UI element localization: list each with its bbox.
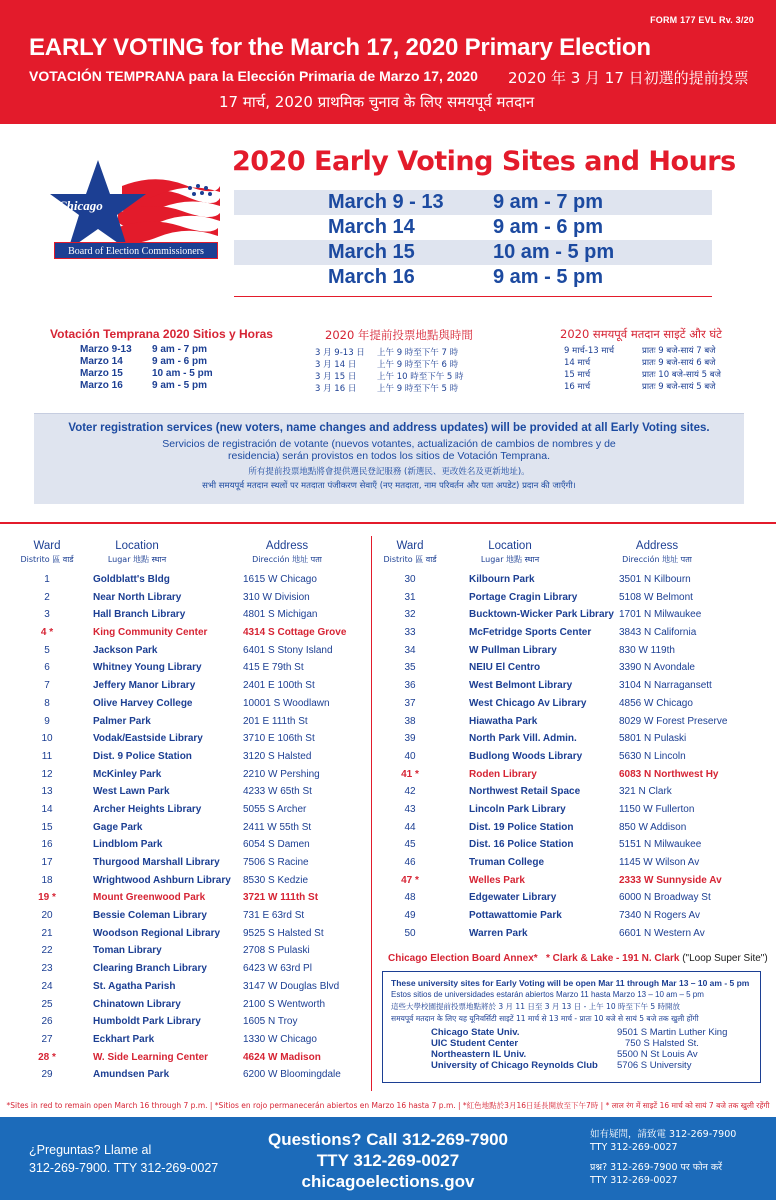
footer-phone: Questions? Call 312-269-7900 xyxy=(267,1130,508,1149)
site-address: 7340 N Rogers Av xyxy=(619,910,700,922)
site-location: McFetridge Sports Center xyxy=(469,627,592,639)
site-address: 5801 N Pulaski xyxy=(619,733,687,745)
site-location: St. Agatha Parish xyxy=(93,980,176,992)
table-row xyxy=(27,839,367,857)
table-row xyxy=(390,857,760,875)
table-row xyxy=(390,786,760,804)
site-address: 4233 W 65th St xyxy=(243,786,312,798)
table-row xyxy=(390,592,760,610)
table-row xyxy=(390,716,760,734)
footer-tty: TTY 312-269-0027 xyxy=(316,1151,460,1170)
site-location: Amundsen Park xyxy=(93,1069,170,1081)
site-address: 1150 W Fullerton xyxy=(619,803,695,815)
form-number: FORM 177 EVL Rv. 3/20 xyxy=(650,15,754,25)
table-row xyxy=(390,733,760,751)
schedule-table xyxy=(234,190,712,290)
table-row xyxy=(27,698,367,716)
ward-number: 26 xyxy=(41,1016,53,1028)
site-address: 8530 S Kedzie xyxy=(243,874,309,886)
header-banner xyxy=(0,0,776,124)
site-location: Wrightwood Ashburn Library xyxy=(93,874,231,886)
table-row xyxy=(27,857,367,875)
schedule-hours: 9 am - 5 pm xyxy=(493,266,604,288)
site-address: 1701 N Milwaukee xyxy=(619,609,702,621)
ward-number: 38 xyxy=(404,715,416,727)
schedule-divider xyxy=(234,296,712,297)
table-header xyxy=(20,540,367,570)
title-english: EARLY VOTING for the March 17, 2020 Primary Election xyxy=(29,34,651,61)
schedule-row xyxy=(234,265,712,290)
site-location: Dist. 19 Police Station xyxy=(469,821,574,833)
table-row xyxy=(27,662,367,680)
title-spanish: VOTACIÓN TEMPRANA para la Elección Primaria de Marzo 17, 2020 xyxy=(29,68,478,84)
hours-chinese xyxy=(315,327,473,394)
site-address: 2411 W 55th St xyxy=(243,821,312,833)
ward-number: 6 xyxy=(44,662,50,674)
registration-chinese: 所有提前投票地點將會提供選民登記服務 (新選民、更改姓名及更新地址)。 xyxy=(248,467,530,477)
hours-spanish-title: Votación Temprana 2020 Sitios y Horas xyxy=(50,327,273,341)
ward-number: 4 * xyxy=(40,627,54,639)
table-row xyxy=(390,627,760,645)
site-address: 2100 S Wentworth xyxy=(243,998,326,1010)
table-row xyxy=(27,892,367,910)
table-row xyxy=(27,875,367,893)
ward-number: 20 xyxy=(41,910,53,922)
site-location: Dist. 9 Police Station xyxy=(93,750,192,762)
university-english: These university sites for Early Voting will be open Mar 11 through Mar 13 – 10 am - 5 pm xyxy=(391,978,750,988)
table-row xyxy=(390,928,760,946)
site-address: 8029 W Forest Preserve xyxy=(619,715,728,727)
ward-number: 33 xyxy=(404,627,416,639)
site-address: 6054 S Damen xyxy=(243,839,310,851)
table-row xyxy=(27,645,367,663)
hours-spanish xyxy=(50,327,273,392)
ward-number: 49 xyxy=(404,910,416,922)
site-address: 850 W Addison xyxy=(619,821,687,833)
ward-number: 40 xyxy=(404,750,416,762)
ward-number: 43 xyxy=(404,803,416,815)
university-chinese: 這些大學校園提前投票地點將於 3 月 11 日至 3 月 13 日 - 上午 10 時至下午 5 時開放 xyxy=(391,1002,681,1011)
ward-number: 9 xyxy=(44,715,50,727)
site-address: 5151 N Milwaukee xyxy=(619,839,702,851)
site-location: Woodson Regional Library xyxy=(93,927,221,939)
ward-number: 22 xyxy=(41,945,53,957)
ward-number: 29 xyxy=(41,1069,53,1081)
site-address: 6401 S Stony Island xyxy=(243,644,333,656)
logo-board-label: Board of Election Commissioners xyxy=(54,242,218,259)
site-location: W Pullman Library xyxy=(469,644,557,656)
footer-website-link[interactable]: chicagoelections.gov xyxy=(301,1172,475,1191)
schedule-hours: 9 am - 7 pm xyxy=(493,191,604,213)
ward-number: 25 xyxy=(41,998,53,1010)
hours-spanish-row: Marzo 15 10 am - 5 pm xyxy=(80,368,213,379)
ward-table-right xyxy=(383,540,760,945)
university-sites-box xyxy=(382,971,761,1083)
ward-number: 48 xyxy=(404,892,416,904)
site-location: Truman College xyxy=(469,857,545,868)
ward-header: Ward Distrito 區 वार्ड xyxy=(20,540,74,564)
column-divider xyxy=(371,536,372,1091)
site-address: 3843 N California xyxy=(619,627,697,639)
site-location: Northwest Retail Space xyxy=(469,786,581,798)
university-spanish: Estos sitios de universidades estarán abiertos Marzo 11 hasta Marzo 13 – 10 am – 5 pm xyxy=(391,990,704,999)
ward-table-left xyxy=(20,540,367,1087)
site-location: West Lawn Park xyxy=(93,786,170,798)
ward-number: 47 * xyxy=(401,874,419,886)
site-address: 1605 N Troy xyxy=(243,1016,298,1028)
ward-number: 10 xyxy=(41,733,53,745)
site-address: 321 N Clark xyxy=(619,786,672,798)
ward-number: 5 xyxy=(44,644,50,656)
table-row xyxy=(27,804,367,822)
table-row xyxy=(27,999,367,1017)
address-header: Address Dirección 地址 पता xyxy=(252,540,322,564)
ward-number: 15 xyxy=(41,821,53,833)
ward-number: 11 xyxy=(41,750,53,762)
hours-chinese-title: 2020 年提前投票地點與時間 xyxy=(325,328,473,342)
site-location: Jeffery Manor Library xyxy=(93,680,196,692)
table-row xyxy=(390,609,760,627)
site-location: Hiawatha Park xyxy=(469,715,538,727)
red-sites-footnote: *Sites in red to remain open March 16 through 7 p.m. | *Sitios en rojo permanecerán abiertos en Marzo 16 hasta 7 p.m. | *紅色地點於3月16日延長開放至下午7時 | * लाल रंग में साइटें 16 मार्च को सायं 7 बजे तक खुली रहेंगी xyxy=(6,1101,770,1110)
site-location: Roden Library xyxy=(469,768,537,780)
table-row xyxy=(390,751,760,769)
hours-chinese-row: 3 月 14 日 上午 9 時至下午 6 時 xyxy=(315,360,459,370)
schedule-row xyxy=(234,215,712,240)
site-address: 415 E 79th St xyxy=(243,662,304,674)
site-address: 5055 S Archer xyxy=(243,803,307,815)
annex-label: Chicago Election Board Annex* xyxy=(388,953,538,964)
table-row xyxy=(27,822,367,840)
footer-spanish: ¿Preguntas? Llame al 312-269-7900. TTY 312-269-0027 xyxy=(29,1143,219,1175)
hours-chinese-row: 3 月 16 日 上午 9 時至下午 5 時 xyxy=(315,384,459,394)
table-row xyxy=(390,892,760,910)
table-row xyxy=(390,698,760,716)
ward-rows-left xyxy=(27,574,367,1087)
site-address: 3501 N Kilbourn xyxy=(619,574,691,585)
ward-number: 42 xyxy=(404,786,416,798)
site-location: Goldblatt's Bldg xyxy=(93,574,170,585)
site-location: Hall Branch Library xyxy=(93,609,186,621)
location-header: Location Lugar 地點 स्थान xyxy=(107,540,167,564)
ward-number: 37 xyxy=(404,697,416,709)
table-row xyxy=(390,769,760,787)
site-address: 10001 S Woodlawn xyxy=(243,697,330,709)
university-site-row: UIC Student Center 750 S Halsted St. xyxy=(431,1038,699,1049)
table-row xyxy=(27,910,367,928)
site-address: 830 W 119th xyxy=(619,644,675,656)
site-address: 9525 S Halsted St xyxy=(243,927,324,939)
site-location: Portage Cragin Library xyxy=(469,591,578,603)
schedule-title: 2020 Early Voting Sites and Hours xyxy=(232,146,736,177)
table-row xyxy=(27,1016,367,1034)
ward-number: 46 xyxy=(404,857,416,868)
table-row xyxy=(27,945,367,963)
site-location: Kilbourn Park xyxy=(469,574,535,585)
site-address: 5108 W Belmont xyxy=(619,591,693,603)
ward-number: 19 * xyxy=(38,892,56,904)
table-row xyxy=(27,928,367,946)
site-location: Pottawattomie Park xyxy=(469,910,562,922)
schedule-date: March 9 - 13 xyxy=(328,191,444,213)
ward-header: Ward Distrito 區 वार्ड xyxy=(383,540,437,564)
site-address: 5630 N Lincoln xyxy=(619,750,686,762)
title-hindi: 17 मार्च, 2020 प्राथमिक चुनाव के लिए समयपूर्व मतदान xyxy=(219,93,535,111)
table-row xyxy=(27,981,367,999)
site-address: 3710 E 106th St xyxy=(243,733,315,745)
ward-number: 14 xyxy=(41,803,53,815)
hours-spanish-row: Marzo 9-13 9 am - 7 pm xyxy=(80,344,208,355)
table-row xyxy=(27,733,367,751)
registration-hindi: सभी समयपूर्व मतदान स्थलों पर मतदाता पंजीकरण सेवाएँ (नए मतदाता, नाम परिवर्तन और पता अपडेट) प्रदान की जाएँगी। xyxy=(202,481,576,491)
ward-number: 45 xyxy=(404,839,416,851)
table-row xyxy=(27,609,367,627)
university-site-row: University of Chicago Reynolds Club 5706 S University xyxy=(431,1060,692,1071)
site-location: Welles Park xyxy=(469,874,525,886)
table-row xyxy=(27,627,367,645)
schedule-date: March 16 xyxy=(328,266,415,288)
ward-number: 35 xyxy=(404,662,416,674)
ward-rows-right xyxy=(390,574,760,945)
schedule-date: March 14 xyxy=(328,216,415,238)
hours-chinese-row: 3 月 9-13 日 上午 9 時至下午 7 時 xyxy=(315,348,459,358)
schedule-hours: 9 am - 6 pm xyxy=(493,216,604,238)
site-location: Lindblom Park xyxy=(93,839,163,851)
site-address: 2708 S Pulaski xyxy=(243,945,310,957)
annex-note: ("Loop Super Site") xyxy=(682,953,768,964)
site-location: Warren Park xyxy=(469,927,528,939)
hours-spanish-row: Marzo 14 9 am - 6 pm xyxy=(80,356,208,367)
hours-hindi-row: 14 मार्च प्रातः 9 बजे-सायं 6 बजे xyxy=(564,358,716,368)
hours-hindi-row: 9 मार्च-13 मार्च प्रातः 9 बजे-सायं 7 बजे xyxy=(564,346,716,356)
site-address: 201 E 111th St xyxy=(243,715,308,727)
schedule-date: March 15 xyxy=(328,241,415,263)
registration-spanish: Servicios de registración de votante (nuevos votantes, actualización de cambios de nombres y de residencia) serán provistos en todos los sitios de Votación Temprana. xyxy=(162,438,616,462)
logo-city-label: Chicago xyxy=(58,198,103,213)
hours-chinese-row: 3 月 15 日 上午 10 時至下午 5 時 xyxy=(315,372,464,382)
footer-banner xyxy=(0,1117,776,1200)
table-row xyxy=(27,1052,367,1070)
site-location: Eckhart Park xyxy=(93,1033,155,1045)
site-location: Dist. 16 Police Station xyxy=(469,839,574,851)
table-row xyxy=(390,662,760,680)
site-address: 1615 W Chicago xyxy=(243,574,317,585)
ward-number: 3 xyxy=(44,609,50,621)
ward-number: 21 xyxy=(41,927,53,939)
location-header: Location Lugar 地點 स्थान xyxy=(480,540,540,564)
ward-number: 28 * xyxy=(38,1051,56,1063)
ward-number: 27 xyxy=(41,1033,53,1045)
site-address: 2210 W Pershing xyxy=(243,768,320,780)
ward-number: 1 xyxy=(44,574,50,585)
ward-number: 12 xyxy=(41,768,53,780)
address-header: Address Dirección 地址 पता xyxy=(622,540,692,564)
schedule-row xyxy=(234,190,712,215)
table-header xyxy=(383,540,760,570)
site-address: 1330 W Chicago xyxy=(243,1033,317,1045)
site-address: 6200 W Bloomingdale xyxy=(243,1069,341,1081)
election-board-annex xyxy=(388,953,768,964)
site-location: Bucktown-Wicker Park Library xyxy=(469,609,614,621)
site-location: Palmer Park xyxy=(93,715,151,727)
table-row xyxy=(27,716,367,734)
site-location: Olive Harvey College xyxy=(93,697,193,709)
ward-number: 13 xyxy=(41,786,53,798)
table-row xyxy=(27,786,367,804)
ward-number: 7 xyxy=(44,680,50,692)
university-hindi: समयपूर्व मतदान के लिए यह यूनिवर्सिटी साइटें 11 मार्च से 13 मार्च - प्रातः 10 बजे से सायं 5 बजे तक खुली होंगी xyxy=(391,1014,699,1023)
table-row xyxy=(27,751,367,769)
site-location: Clearing Branch Library xyxy=(93,963,207,975)
site-address: 6601 N Western Av xyxy=(619,927,705,939)
ward-number: 44 xyxy=(404,821,416,833)
table-row xyxy=(27,1034,367,1052)
hours-spanish-row: Marzo 16 9 am - 5 pm xyxy=(80,380,208,391)
site-location: West Chicago Av Library xyxy=(469,697,587,709)
site-location: Budlong Woods Library xyxy=(469,750,583,762)
title-chinese: 2020 年 3 月 17 日初選的提前投票 xyxy=(508,69,749,87)
table-row xyxy=(27,680,367,698)
site-address: 4314 S Cottage Grove xyxy=(243,627,347,639)
table-row xyxy=(27,592,367,610)
site-address: 731 E 63rd St xyxy=(243,910,305,922)
site-location: Edgewater Library xyxy=(469,892,557,904)
site-location: McKinley Park xyxy=(93,768,162,780)
schedule-row xyxy=(234,240,712,265)
table-row xyxy=(390,910,760,928)
site-address: 6083 N Northwest Hy xyxy=(619,768,719,780)
site-address: 310 W Division xyxy=(243,591,310,603)
ward-number: 2 xyxy=(44,591,50,603)
site-location: Lincoln Park Library xyxy=(469,803,566,815)
site-address: 1145 W Wilson Av xyxy=(619,857,700,868)
university-site-row: Chicago State Univ. 9501 S Martin Luther King xyxy=(431,1027,728,1038)
site-address: 3104 N Narragansett xyxy=(619,680,712,692)
ward-number: 34 xyxy=(404,644,416,656)
site-address: 7506 S Racine xyxy=(243,857,309,868)
table-row xyxy=(390,680,760,698)
section-divider xyxy=(0,522,776,524)
table-row xyxy=(390,839,760,857)
site-address: 3147 W Douglas Blvd xyxy=(243,980,340,992)
ward-number: 36 xyxy=(404,680,416,692)
ward-number: 50 xyxy=(404,927,416,939)
site-address: 3721 W 111th St xyxy=(243,892,319,904)
site-location: Archer Heights Library xyxy=(93,803,202,815)
ward-number: 8 xyxy=(44,697,50,709)
site-address: 4856 W Chicago xyxy=(619,697,693,709)
site-address: 2401 E 100th St xyxy=(243,680,315,692)
table-row xyxy=(390,804,760,822)
ward-number: 23 xyxy=(41,963,53,975)
university-site-row: Northeastern IL Univ. 5500 N St Louis Av xyxy=(431,1049,698,1060)
hours-hindi xyxy=(560,327,722,393)
site-location: NEIU El Centro xyxy=(469,662,541,674)
hours-hindi-title: 2020 समयपूर्व मतदान साइटें और घंटे xyxy=(560,327,722,341)
site-location: West Belmont Library xyxy=(469,680,573,692)
site-location: Chinatown Library xyxy=(93,998,181,1010)
table-row xyxy=(390,875,760,893)
table-row xyxy=(27,574,367,592)
site-location: Vodak/Eastside Library xyxy=(93,733,203,745)
site-address: 2333 W Sunnyside Av xyxy=(619,874,722,886)
footer-contact xyxy=(233,1129,543,1192)
site-location: King Community Center xyxy=(93,627,208,639)
hours-hindi-row: 16 मार्च प्रातः 9 बजे-सायं 5 बजे xyxy=(564,382,716,392)
hours-hindi-row: 15 मार्च प्रातः 10 बजे-सायं 5 बजे xyxy=(564,370,721,380)
ward-number: 32 xyxy=(404,609,416,621)
annex-site: * Clark & Lake - 191 N. Clark xyxy=(546,953,680,964)
site-address: 3120 S Halsted xyxy=(243,750,312,762)
site-location: North Park Vill. Admin. xyxy=(469,733,577,745)
site-address: 6000 N Broadway St xyxy=(619,892,711,904)
table-row xyxy=(390,822,760,840)
site-location: Bessie Coleman Library xyxy=(93,910,207,922)
ward-number: 31 xyxy=(404,591,416,603)
site-location: Near North Library xyxy=(93,591,182,603)
site-location: W. Side Learning Center xyxy=(93,1051,209,1063)
table-row xyxy=(390,574,760,592)
footer-translations: 如有疑問，請致電 312-269-7900 TTY 312-269-0027 प्रश्न? 312-269-7900 पर फोन करें TTY 312-269-0027 xyxy=(590,1129,737,1186)
site-location: Humboldt Park Library xyxy=(93,1016,201,1028)
site-address: 3390 N Avondale xyxy=(619,662,695,674)
site-address: 4801 S Michigan xyxy=(243,609,318,621)
schedule-hours: 10 am - 5 pm xyxy=(493,241,615,263)
site-location: Gage Park xyxy=(93,821,143,833)
ward-number: 41 * xyxy=(401,768,419,780)
registration-notice xyxy=(34,413,744,504)
table-row xyxy=(27,769,367,787)
ward-number: 16 xyxy=(41,839,53,851)
table-row xyxy=(390,645,760,663)
site-address: 6423 W 63rd Pl xyxy=(243,963,312,975)
ward-number: 17 xyxy=(41,857,53,868)
ward-number: 30 xyxy=(404,574,416,585)
site-location: Thurgood Marshall Library xyxy=(93,857,220,868)
table-row xyxy=(27,963,367,981)
site-address: 4624 W Madison xyxy=(243,1051,321,1063)
ward-number: 39 xyxy=(404,733,416,745)
site-location: Whitney Young Library xyxy=(93,662,202,674)
table-row xyxy=(27,1069,367,1087)
site-location: Mount Greenwood Park xyxy=(93,892,206,904)
site-location: Jackson Park xyxy=(93,644,158,656)
ward-number: 18 xyxy=(41,874,53,886)
site-location: Toman Library xyxy=(93,945,162,957)
registration-english: Voter registration services (new voters, name changes and address updates) will be provided at all Early Voting sites. xyxy=(68,422,710,434)
ward-number: 24 xyxy=(41,980,53,992)
